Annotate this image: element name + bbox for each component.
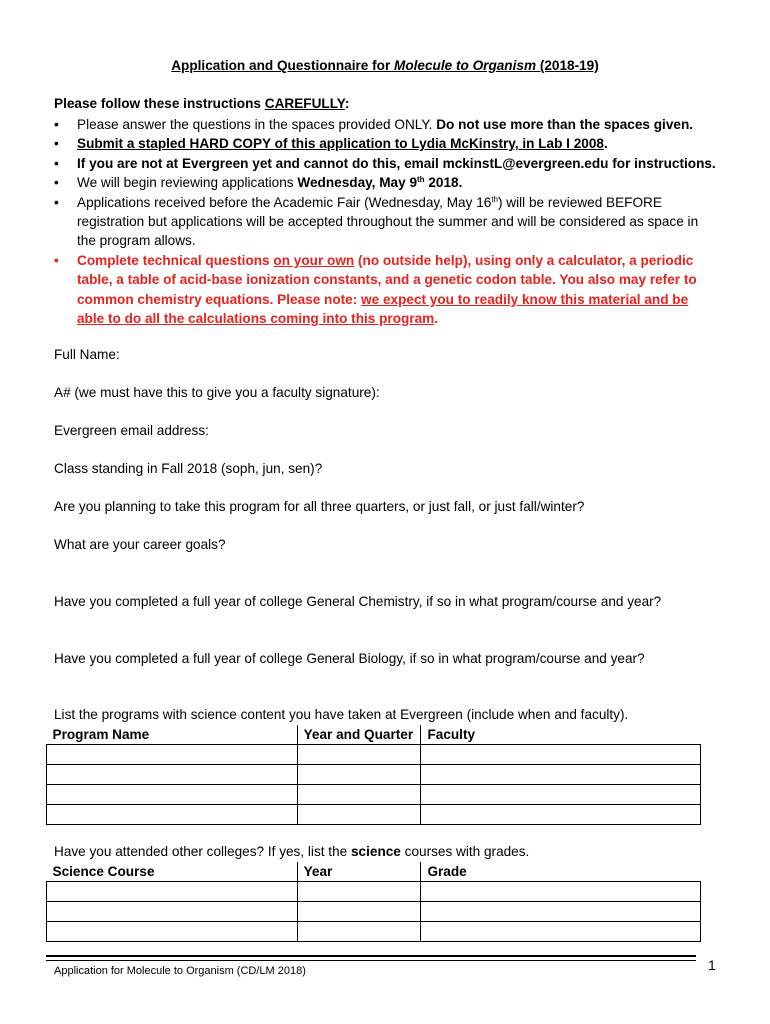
- column-header: Year: [297, 862, 421, 882]
- question-career-goals: What are your career goals?: [54, 537, 226, 552]
- question-a-number: A# (we must have this to give you a faculty signature):: [54, 385, 380, 400]
- instruction-item: [54, 134, 719, 153]
- caption-bold: science: [350, 844, 401, 859]
- instruction-item-warning: [54, 251, 719, 329]
- table-cell[interactable]: [421, 765, 701, 785]
- instruction-emphasis: we expect you to readily know this material and be able to do all the calculations coming into this program: [77, 291, 689, 327]
- table-cell[interactable]: [297, 785, 421, 805]
- question-general-chemistry: Have you completed a full year of college General Chemistry, if so in what program/course and year?: [54, 594, 662, 609]
- programs-table-caption: List the programs with science content you have taken at Evergreen (include when and faculty).: [54, 707, 629, 722]
- page-title: [0, 58, 770, 73]
- instruction-bold: 2018.: [424, 175, 463, 191]
- table-row: [47, 785, 701, 805]
- programs-table: [46, 725, 701, 825]
- footer-text: Application for Molecule to Organism (CD/LM 2018): [54, 965, 306, 977]
- instruction-emphasis: on your own: [273, 252, 355, 268]
- caption-text: Have you attended other colleges? If yes, list the: [54, 844, 351, 859]
- table-row: [47, 882, 701, 902]
- instruction-item: [54, 173, 719, 192]
- instruction-text: We will begin reviewing applications: [77, 175, 298, 191]
- instruction-bold: If you are not at Evergreen yet and cannot do this, email mckinstL@evergreen.edu for instructions.: [77, 155, 716, 171]
- instruction-item: [54, 154, 719, 173]
- instruction-text: .: [434, 311, 439, 327]
- instruction-bold: Submit a stapled HARD COPY of this application to Lydia McKinstry, in Lab I 2008: [77, 136, 604, 152]
- instructions-heading-colon: :: [344, 96, 350, 111]
- table-cell[interactable]: [297, 745, 421, 765]
- bullet-icon: •: [54, 136, 59, 152]
- table-row: [47, 805, 701, 825]
- bullet-icon: •: [54, 155, 59, 171]
- footer-divider: [46, 955, 696, 957]
- table-cell[interactable]: [421, 805, 701, 825]
- table-cell[interactable]: [47, 882, 298, 902]
- table-cell[interactable]: [421, 922, 701, 942]
- table-cell[interactable]: [421, 785, 701, 805]
- table-cell[interactable]: [47, 805, 298, 825]
- table-cell[interactable]: [47, 785, 298, 805]
- table-cell[interactable]: [421, 902, 701, 922]
- page-number: 1: [708, 957, 716, 973]
- bullet-icon: •: [54, 175, 59, 191]
- table-cell[interactable]: [47, 902, 298, 922]
- instruction-text: (no outside help), using only a calculator, a periodic table, a table of acid-base ionization constants, and a genetic codon table. You also may refer to common chemistry equations. Please note:: [77, 252, 697, 307]
- footer-divider-thin: [46, 960, 696, 961]
- table-cell[interactable]: [47, 745, 298, 765]
- question-class-standing: Class standing in Fall 2018 (soph, jun, sen)?: [54, 461, 323, 476]
- question-general-biology: Have you completed a full year of college General Biology, if so in what program/course and year?: [54, 651, 645, 666]
- column-header: Science Course: [47, 862, 298, 882]
- table-cell[interactable]: [297, 805, 421, 825]
- table-cell[interactable]: [297, 882, 421, 902]
- column-header: Faculty: [421, 725, 701, 745]
- instruction-item: [54, 193, 719, 251]
- colleges-table: [46, 862, 701, 942]
- bullet-icon: •: [54, 194, 59, 210]
- table-cell[interactable]: [47, 765, 298, 785]
- table-cell[interactable]: [297, 902, 421, 922]
- instructions-heading: [54, 96, 349, 111]
- instruction-bold: Do not use more than the spaces given.: [436, 117, 694, 132]
- instruction-item: [54, 115, 719, 134]
- table-cell[interactable]: [297, 765, 421, 785]
- table-cell[interactable]: [297, 922, 421, 942]
- title-prefix: Application and Questionnaire for: [171, 58, 395, 73]
- title-suffix: (2018-19): [536, 58, 599, 73]
- colleges-table-caption: [54, 844, 529, 859]
- question-email: Evergreen email address:: [54, 423, 209, 438]
- instruction-sup: th: [417, 175, 425, 185]
- table-cell[interactable]: [421, 745, 701, 765]
- instruction-bold: Wednesday, May 9: [297, 175, 418, 191]
- instruction-text: ) will be reviewed BEFORE registration but applications will be accepted throughout the summer and will be considered as space in the program allows.: [77, 194, 699, 249]
- instruction-text: .: [603, 136, 608, 152]
- bullet-icon: •: [54, 252, 59, 268]
- instruction-sup: th: [491, 194, 498, 204]
- table-cell[interactable]: [47, 922, 298, 942]
- caption-text: courses with grades.: [400, 844, 530, 859]
- instruction-text: Please answer the questions in the spaces provided ONLY.: [77, 117, 437, 132]
- question-quarters: Are you planning to take this program for all three quarters, or just fall, or just fall/winter?: [54, 499, 585, 514]
- instruction-text: Complete technical questions: [77, 252, 274, 268]
- bullet-icon: •: [54, 117, 59, 132]
- table-header-row: [47, 725, 701, 745]
- instruction-text: Applications received before the Academic Fair (Wednesday, May 16: [77, 194, 492, 210]
- instructions-list: [54, 115, 719, 328]
- column-header: Year and Quarter: [297, 725, 421, 745]
- instructions-heading-text: Please follow these instructions: [54, 96, 265, 111]
- table-cell[interactable]: [421, 882, 701, 902]
- table-row: [47, 902, 701, 922]
- table-row: [47, 745, 701, 765]
- table-row: [47, 765, 701, 785]
- instructions-heading-emphasis: CAREFULLY: [264, 96, 345, 111]
- table-row: [47, 922, 701, 942]
- title-program: Molecule to Organism: [394, 58, 537, 73]
- column-header: Program Name: [47, 725, 298, 745]
- column-header: Grade: [421, 862, 701, 882]
- table-header-row: [47, 862, 701, 882]
- question-full-name: Full Name:: [54, 347, 120, 362]
